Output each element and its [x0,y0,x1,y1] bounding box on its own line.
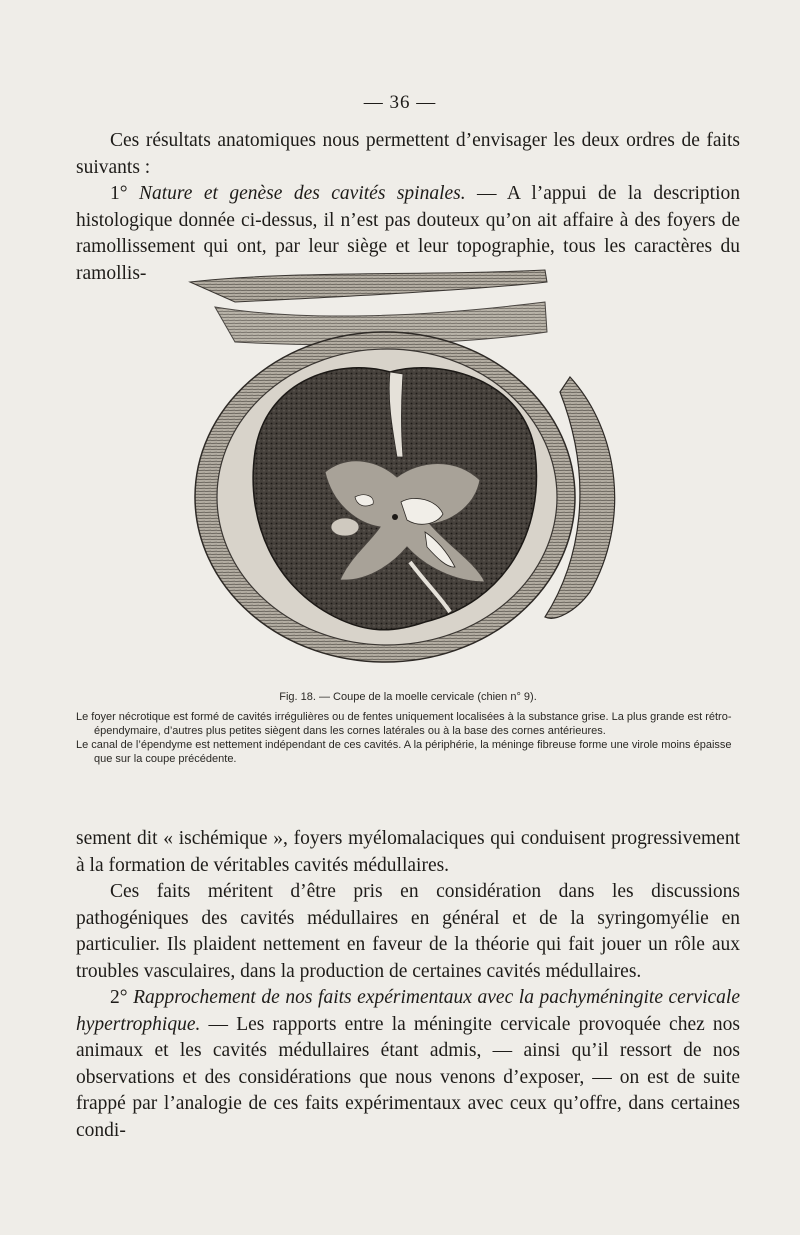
paragraph-pathogenic: Ces faits méritent d’être pris en considération dans les discussions pathogéniques des cavités médullaires en général et de la syringomyélie en particulier. Ils plaident nettement en faveur de la théorie qui fait jouer un rôle aux troubles vasculaires, dans la production de certaines cavités médullaires. [76,881,740,982]
paragraph-body: — Les rapports entre la méningite cervicale provoquée chez nos animaux et les cavités médullaires étant admis, — ainsi qu’il ressort de nos observations et des considérations que nous venons d’exposer, — on est de suite frappé par l’analogie de ces faits expérimentaux avec ceux qu’offre, dans certaines condi- [76,1013,740,1141]
figure-note-1: Le foyer nécrotique est formé de cavités irrégulières ou de fentes uniquement localisées à la substance grise. La plus grande est rétro-épendymaire, d’autres plus petites siègent dans les cornes latérales ou à la base des cornes antérieures. [76,711,732,737]
spinal-cord-section-illustration [175,262,645,682]
figure-note-2: Le canal de l’épendyme est nettement indépendant de ces cavités. A la périphérie, la méninge fibreuse forme une virole moins épaisse que sur la coupe précédente. [76,739,732,765]
section-number: 1° [110,183,139,204]
page-number: — 36 — [363,92,437,113]
figure-caption [76,690,740,766]
paragraph-continuation: sement dit « ischémique », foyers myélomalaciques qui conduisent progressivement à la formation de véritables cavités médullaires. [76,828,740,876]
section-title-italic: Nature et genèse des cavités spinales. [138,183,466,204]
paragraph-rapprochement [76,985,740,1144]
paragraph-results: Ces résultats anatomiques nous permettent d’envisager les deux ordres de faits suivants : [76,130,740,178]
figure-caption-title: Fig. 18. — Coupe de la moelle cervicale (chien n° 9). [279,691,537,703]
paragraph-body: — A l’appui de la description histologique donnée ci-dessus, il n’est pas douteux qu’on ait affaire à des foyers de ramollissement qui ont, par leur siège et leur topographie, tous les caractères du ramollis- [76,183,740,284]
section-title-italic: Rapprochement de nos faits expérimentaux avec la pachyméningite cervicale hypertrophique. [76,987,740,1035]
section-number: 2° [110,987,134,1008]
bottom-text-block [76,826,740,1144]
